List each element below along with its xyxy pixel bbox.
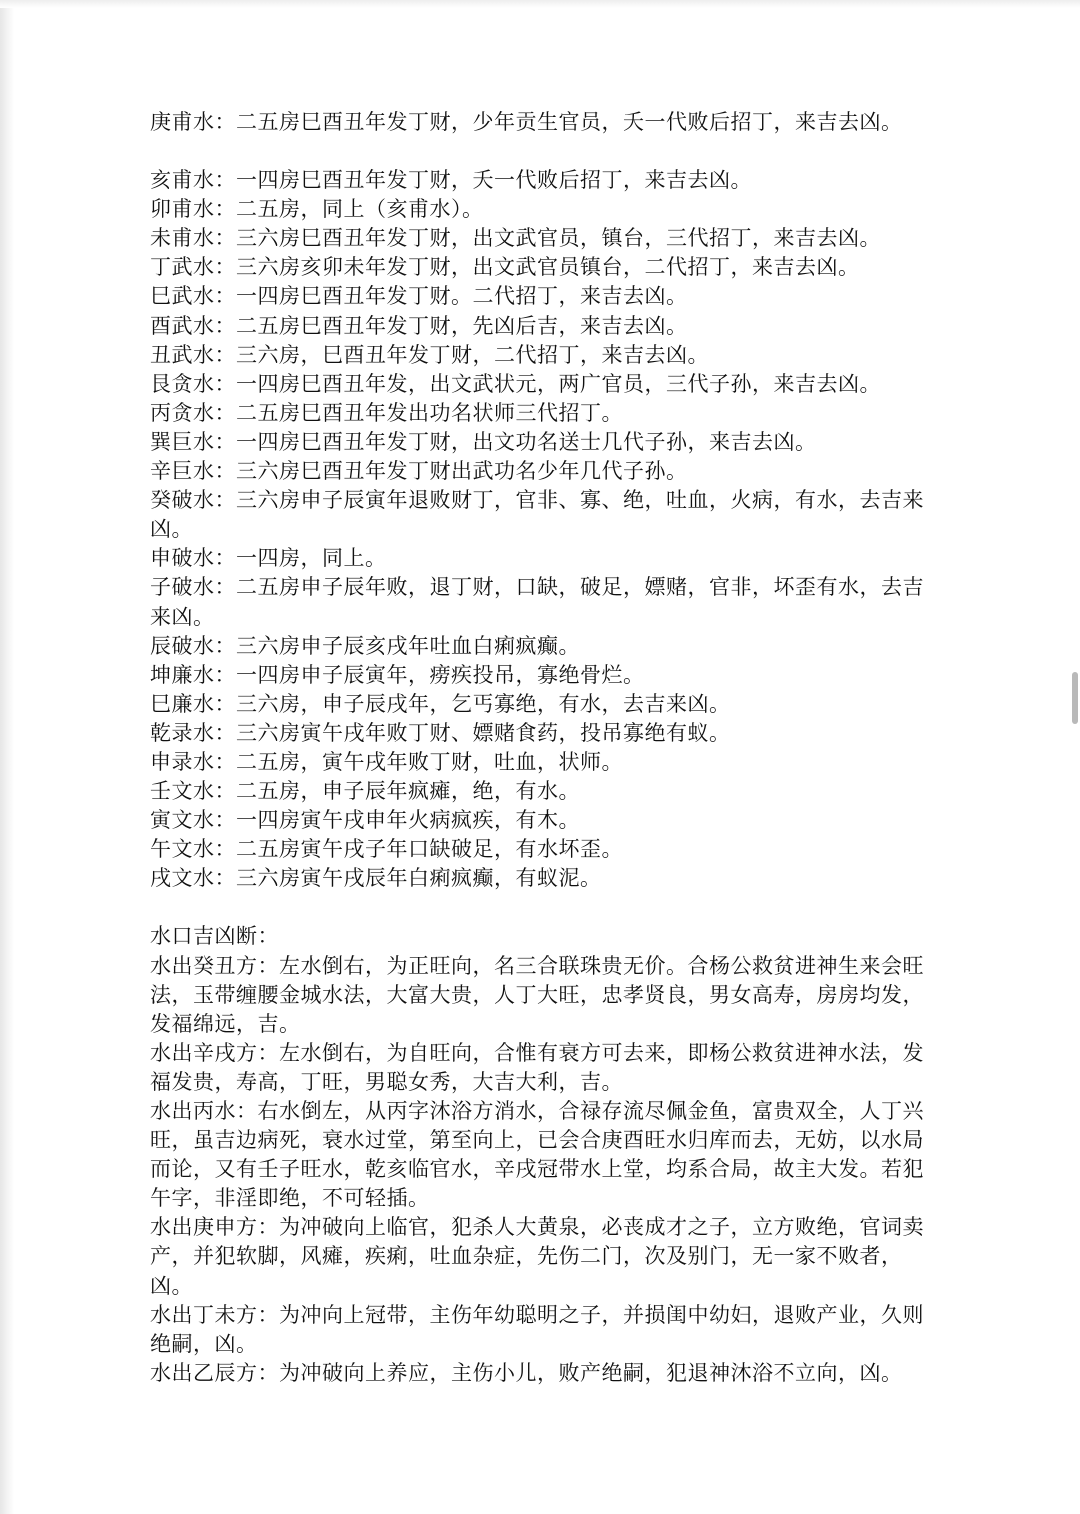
text-line: 寅文水：一四房寅午戌申年火病疯疾，有木。 xyxy=(150,808,580,833)
text-line: 辛巨水：三六房巳酉丑年发丁财出武功名少年几代子孙。 xyxy=(150,459,688,484)
text-line: 卯甫水：二五房，同上（亥甫水）。 xyxy=(150,197,484,222)
text-line: 艮贪水：一四房巳酉丑年发，出文武状元，两广官员，三代子孙，来吉去凶。 xyxy=(150,371,881,396)
text-line: 庚甫水：二五房巳酉丑年发丁财，少年贡生官员，夭一代败后招丁，来吉去凶。 xyxy=(150,110,903,134)
text-line: 坤廉水：一四房申子辰寅年，痨疾投吊，寡绝骨烂。 xyxy=(150,662,645,687)
text-line: 午文水：二五房寅午戌子年口缺破足，有水坏歪。 xyxy=(150,837,623,862)
text-line: 水出丁未方：为冲向上冠带，主伤年幼聪明之子，并损闺中幼妇，退败产业，久则绝嗣，凶。 xyxy=(150,1302,924,1356)
section-heading: 水口吉凶断： xyxy=(150,924,279,949)
text-line: 乾录水：三六房寅午戌年败丁财、嫖赌食药，投吊寡绝有蚁。 xyxy=(150,720,731,745)
vertical-scrollbar[interactable] xyxy=(1068,0,1080,1514)
text-line: 丑武水：三六房，巳酉丑年发丁财，二代招丁，来吉去凶。 xyxy=(150,342,709,367)
text-line: 酉武水：二五房巳酉丑年发丁财，先凶后吉，来吉去凶。 xyxy=(150,313,688,338)
text-line: 辰破水：三六房申子辰亥戌年吐血白痢疯癫。 xyxy=(150,633,580,658)
text-line: 巳武水：一四房巳酉丑年发丁财。二代招丁，来吉去凶。 xyxy=(150,284,688,309)
paragraph-gap xyxy=(150,137,930,166)
scrollbar-thumb[interactable] xyxy=(1072,672,1078,724)
text-line: 水出癸丑方：左水倒右，为正旺向，名三合联珠贵无价。合杨公救贫进神生来会旺法，玉带缠腰金城水法，大富大贵，人丁大旺，忠孝贤良，男女高寿，房房均发，发福绵远，吉。 xyxy=(150,953,924,1036)
text-line: 申破水：一四房，同上。 xyxy=(150,546,387,571)
text-line: 癸破水：三六房申子辰寅年退败财丁，官非、寡、绝，吐血，火病，有水，去吉来凶。 xyxy=(150,488,924,542)
document-body xyxy=(150,108,930,1388)
text-line: 丁武水：三六房亥卯未年发丁财，出文武官员镇台，二代招丁，来吉去凶。 xyxy=(150,255,860,280)
text-line: 亥甫水：一四房巳酉丑年发丁财，夭一代败后招丁，来吉去凶。 xyxy=(150,168,752,193)
text-line: 壬文水：二五房，申子辰年疯瘫，绝，有水。 xyxy=(150,779,580,804)
text-line: 巳廉水：三六房，申子辰戌年，乞丐寡绝，有水，去吉来凶。 xyxy=(150,691,731,716)
text-line: 申录水：二五房，寅午戌年败丁财，吐血，状师。 xyxy=(150,749,623,774)
text-line: 未甫水：三六房巳酉丑年发丁财，出文武官员，镇台，三代招丁，来吉去凶。 xyxy=(150,226,881,251)
text-line: 水出丙水：右水倒左，从丙字沐浴方消水，合禄存流尽佩金鱼，富贵双全，人丁兴旺，虽吉边病死，衰水过堂，第至向上，已会合庚酉旺水归库而去，无妨，以水局而论，又有壬子旺水，乾亥临官水，辛戌冠带水上堂，均系合局，故主大发。若犯午字，非淫即绝，不可轻插。 xyxy=(150,1099,924,1211)
text-line: 水出庚申方：为冲破向上临官，犯杀人大黄泉，必丧成才之子，立方败绝，官词卖产，并犯软脚，风瘫，疾痢，吐血杂症，先伤二门，次及别门，无一家不败者，凶。 xyxy=(150,1215,924,1298)
text-line: 水出乙辰方：为冲破向上养应，主伤小儿，败产绝嗣，犯退神沐浴不立向，凶。 xyxy=(150,1360,903,1385)
page-top-shade xyxy=(0,0,1080,8)
text-line: 水出辛戌方：左水倒右，为自旺向，合惟有衰方可去来，即杨公救贫进神水法，发福发贵，寿高，丁旺，男聪女秀，大吉大利，吉。 xyxy=(150,1040,924,1094)
text-line: 子破水：二五房申子辰年败，退丁财，口缺，破足，嫖赌，官非，坏歪有水，去吉来凶。 xyxy=(150,575,924,629)
text-line: 巽巨水：一四房巳酉丑年发丁财，出文功名送士几代子孙，来吉去凶。 xyxy=(150,429,817,454)
text-line: 丙贪水：二五房巳酉丑年发出功名状师三代招丁。 xyxy=(150,400,623,425)
text-line: 戌文水：三六房寅午戌辰年白痢疯癫，有蚁泥。 xyxy=(150,866,602,891)
page-edge-shadow xyxy=(0,0,14,1514)
